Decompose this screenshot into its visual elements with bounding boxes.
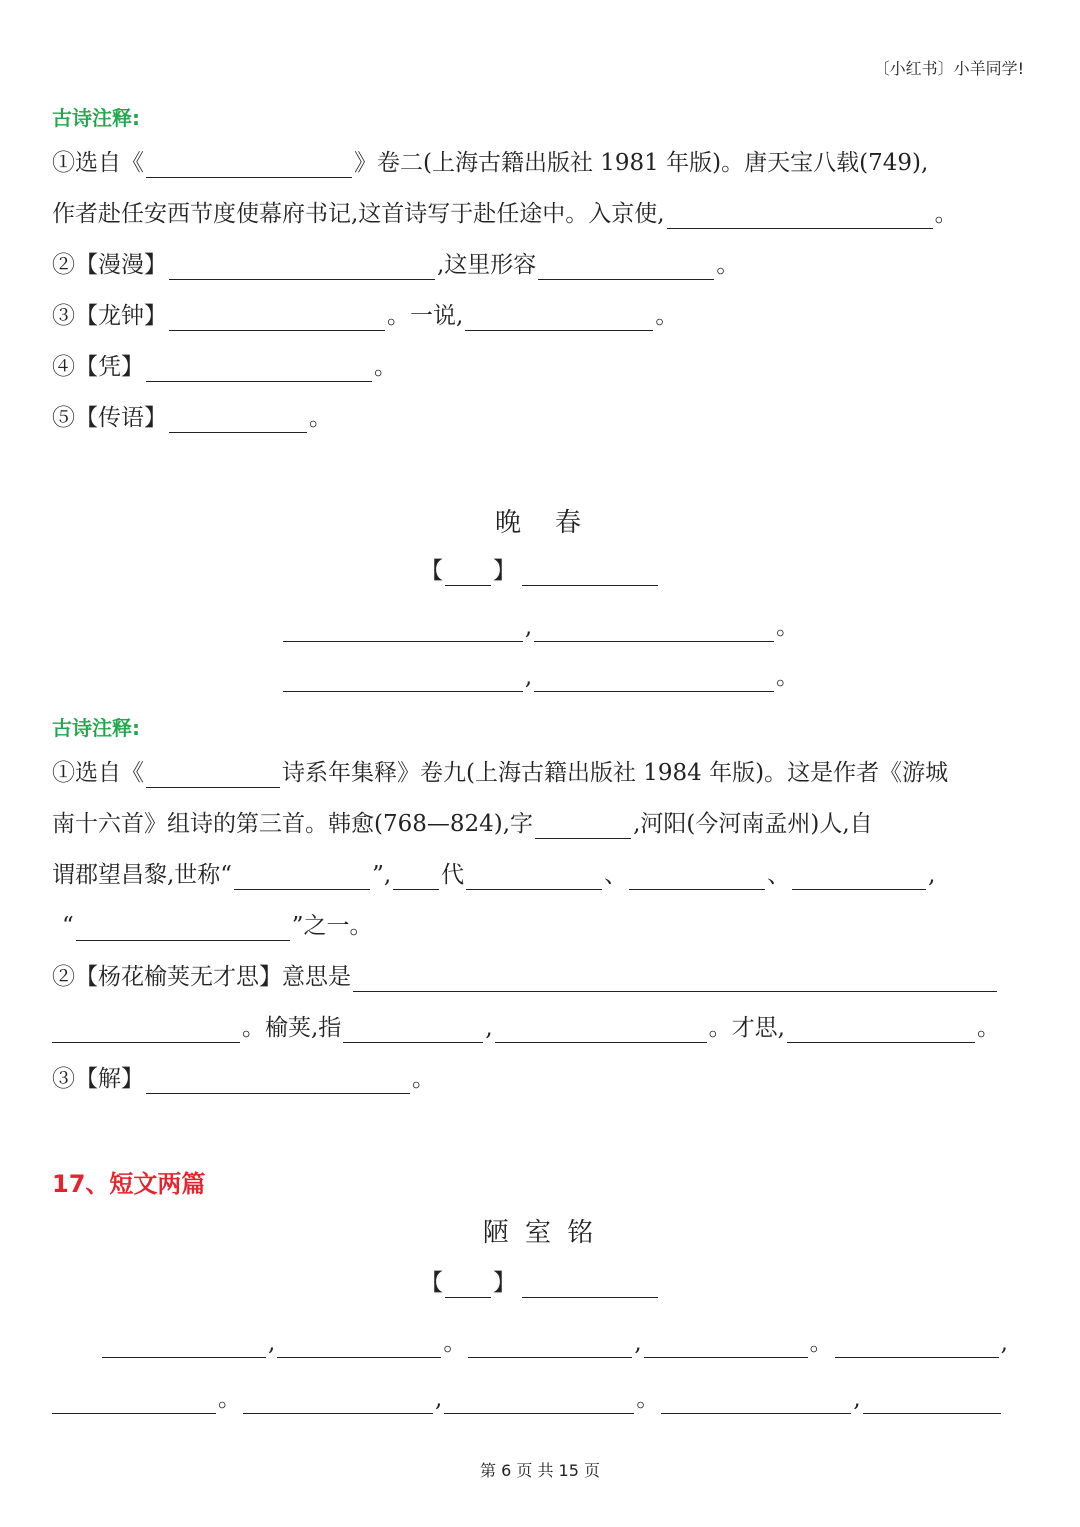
text1-title (0, 1212, 1080, 1249)
punct: , (1000, 1330, 1008, 1356)
verse-blank[interactable] (534, 667, 774, 692)
fill-blank[interactable] (102, 1333, 266, 1358)
note-text: 。 (716, 252, 740, 278)
note-text: 、 (604, 862, 628, 888)
note-text: 。 (412, 1066, 435, 1092)
text1-author-line (0, 1268, 1080, 1298)
poem2-verse-2 (0, 662, 1080, 692)
dynasty-blank[interactable] (445, 1273, 491, 1298)
note-text: 。才思, (708, 1015, 785, 1041)
fill-blank[interactable] (792, 865, 926, 890)
fill-blank[interactable] (277, 1333, 441, 1358)
fill-blank[interactable] (393, 865, 439, 890)
verse-comma: , (524, 664, 533, 690)
note-text: ③【解】 (52, 1066, 144, 1092)
note-text: ,这里形容 (437, 252, 537, 278)
note-text: ①选自《 (52, 760, 144, 786)
note-text: 诗系年集释》卷九(上海古籍出版社 1984 年版)。这是作者《游城 (282, 760, 949, 786)
poem2-note-1-line1 (52, 758, 948, 788)
poem2-title (0, 502, 1080, 539)
fill-blank[interactable] (343, 1018, 483, 1043)
section-17-heading: 17、短文两篇 (52, 1170, 206, 1198)
fill-blank[interactable] (538, 255, 714, 280)
poem2-note-2-line2 (52, 1013, 1000, 1043)
author-blank[interactable] (522, 1273, 658, 1298)
fill-blank[interactable] (146, 153, 352, 178)
poem1-note-1-line1 (52, 148, 928, 178)
fill-blank[interactable] (661, 1389, 851, 1414)
punct: 。 (443, 1330, 467, 1356)
dynasty-blank[interactable] (445, 561, 491, 586)
poem2-note-2-line1 (52, 962, 999, 992)
fill-blank[interactable] (169, 408, 307, 433)
verse-blank[interactable] (283, 617, 523, 642)
poem2-note-1-line2 (52, 809, 873, 839)
punct: , (268, 1330, 276, 1356)
fill-blank[interactable] (629, 865, 765, 890)
note-text: 、 (767, 862, 791, 888)
fill-blank[interactable] (52, 1018, 240, 1043)
fill-blank[interactable] (243, 1389, 433, 1414)
note-text: 。一说, (387, 303, 464, 329)
bracket-close: 】 (493, 1270, 516, 1296)
poem2-author-line (0, 556, 1080, 586)
text1-line2 (52, 1384, 1003, 1414)
poem1-note-1-line2 (52, 199, 958, 229)
note-text: 谓郡望昌黎,世称“ (52, 862, 233, 888)
note-text: “ (62, 913, 74, 939)
note-text: 。 (976, 1015, 1000, 1041)
fill-blank[interactable] (353, 967, 997, 992)
title-text: 陋 室 铭 (482, 1218, 598, 1248)
fill-blank[interactable] (234, 865, 370, 890)
note-text: 代 (441, 862, 465, 888)
note-text: 作者赴任安西节度使幕府书记,这首诗写于赴任途中。入京使, (52, 201, 665, 227)
text1-line1 (100, 1328, 1008, 1358)
poem1-note-2 (52, 250, 739, 280)
poem2-note-1-line3 (52, 860, 935, 890)
fill-blank[interactable] (667, 204, 933, 229)
note-text: ③【龙钟】 (52, 303, 167, 329)
note-text: , (485, 1015, 493, 1041)
poem1-note-4 (52, 352, 397, 382)
note-text: ,河阳(今河南孟州)人,自 (633, 811, 873, 837)
note-text: , (928, 862, 936, 888)
bracket-open: 【 (420, 558, 443, 584)
verse-comma: , (524, 614, 533, 640)
punct: 。 (636, 1386, 660, 1412)
note-text: 》卷二(上海古籍出版社 1981 年版)。唐天宝八载(749), (354, 150, 929, 176)
note-text: 。 (309, 405, 332, 431)
note-text: 。 (934, 201, 958, 227)
fill-blank[interactable] (169, 306, 385, 331)
note-text: 。 (655, 303, 679, 329)
note-text: 。榆荚,指 (242, 1015, 342, 1041)
fill-blank[interactable] (146, 1069, 410, 1094)
fill-blank[interactable] (444, 1389, 634, 1414)
bracket-open: 【 (420, 1270, 443, 1296)
fill-blank[interactable] (76, 916, 290, 941)
note-text: ⑤【传语】 (52, 405, 167, 431)
note-text: ②【杨花榆荚无才思】意思是 (52, 964, 351, 990)
poem2-verse-1 (0, 612, 1080, 642)
verse-period: 。 (776, 664, 800, 690)
bracket-close: 】 (493, 558, 516, 584)
fill-blank[interactable] (535, 814, 631, 839)
poem2-note-3 (52, 1064, 435, 1094)
fill-blank[interactable] (835, 1333, 999, 1358)
fill-blank[interactable] (787, 1018, 975, 1043)
verse-blank[interactable] (534, 617, 774, 642)
poem2-note-1-line4 (62, 911, 373, 941)
fill-blank[interactable] (468, 1333, 632, 1358)
page-number: 第 6 页 共 15 页 (480, 1461, 600, 1480)
verse-period: 。 (776, 614, 800, 640)
punct: , (853, 1386, 861, 1412)
fill-blank[interactable] (644, 1333, 808, 1358)
fill-blank[interactable] (52, 1389, 216, 1414)
fill-blank[interactable] (466, 865, 602, 890)
note-text: ”之一。 (291, 913, 373, 939)
punct: , (634, 1330, 642, 1356)
poem1-notes-heading: 古诗注释: (52, 106, 140, 130)
note-text: 。 (374, 354, 397, 380)
page-footer (0, 1458, 1080, 1481)
poem1-note-3 (52, 301, 678, 331)
fill-blank[interactable] (169, 255, 435, 280)
poem2-notes-heading: 古诗注释: (52, 716, 140, 740)
fill-blank[interactable] (863, 1389, 1001, 1414)
page-header-source: 〔小红书〕小羊同学! (873, 59, 1024, 78)
note-text: 南十六首》组诗的第三首。韩愈(768—824),字 (52, 811, 534, 837)
fill-blank[interactable] (146, 357, 372, 382)
note-text: ①选自《 (52, 150, 144, 176)
title-text: 晚 春 (494, 508, 585, 538)
fill-blank[interactable] (495, 1018, 707, 1043)
verse-blank[interactable] (283, 667, 523, 692)
note-text: ④【凭】 (52, 354, 144, 380)
fill-blank[interactable] (146, 763, 280, 788)
punct: 。 (218, 1386, 241, 1412)
punct: 。 (809, 1330, 833, 1356)
note-text: ②【漫漫】 (52, 252, 167, 278)
fill-blank[interactable] (465, 306, 653, 331)
punct: , (435, 1386, 443, 1412)
poem1-note-5 (52, 403, 332, 433)
author-blank[interactable] (522, 561, 658, 586)
note-text: ”, (372, 862, 392, 888)
